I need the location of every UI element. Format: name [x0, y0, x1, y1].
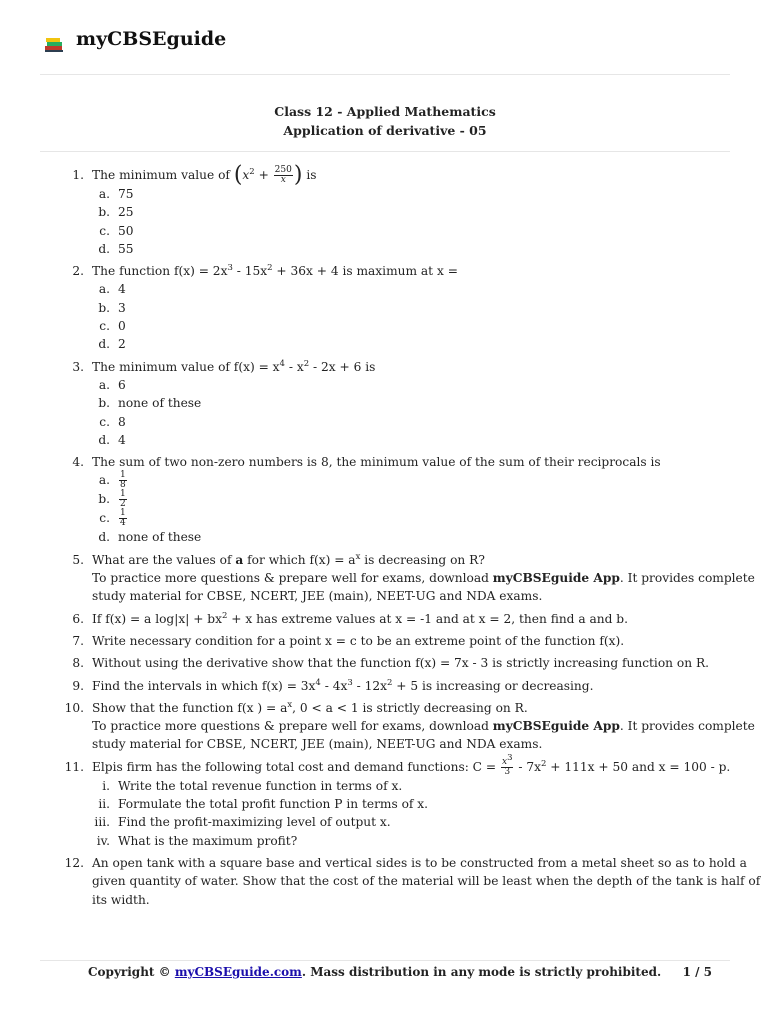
- page-number: 1 / 5: [682, 965, 712, 979]
- option: b. 25: [98, 205, 134, 220]
- document-title: Class 12 - Applied Mathematics: [274, 104, 496, 119]
- question-text: What are the values of a for which $f(x) = a^x$ is decreasing on R?: [92, 551, 485, 567]
- question-number: 9.: [72, 678, 84, 693]
- fraction: $\frac{1}{8}$: [120, 470, 126, 491]
- question-11: [0, 752, 768, 850]
- app-name: myCBSEguide App: [492, 719, 620, 734]
- sub-part: iii. Find the profit-maximizing level of output x.: [94, 815, 391, 830]
- question-text: The sum of two non-zero numbers is 8, the minimum value of the sum of their reciprocals is: [92, 455, 661, 470]
- question-number: 8.: [72, 656, 84, 671]
- option: c. $\frac{1}{4}$: [99, 508, 126, 529]
- question-7: [0, 632, 768, 650]
- option-list: [92, 280, 768, 353]
- question-text: Without using the derivative show that the function f(x) = 7x - 3 is strictly increasing function on R.: [92, 656, 710, 671]
- sub-part-list: [92, 777, 768, 850]
- option: a. 6: [98, 377, 126, 392]
- question-number: 2.: [72, 264, 84, 279]
- option-list: [92, 376, 768, 449]
- option: b. $\frac{1}{2}$: [98, 489, 126, 510]
- question-2: [0, 262, 768, 353]
- option: a. $\frac{1}{8}$: [98, 470, 126, 491]
- option: c. 0: [99, 319, 126, 334]
- option: d. 4: [98, 432, 126, 447]
- copyright-text: Copyright ©: [88, 965, 175, 979]
- sub-part: iv. What is the maximum profit?: [96, 833, 298, 848]
- option-list: [92, 471, 768, 546]
- option: b. none of these: [98, 396, 202, 411]
- option: d. 2: [98, 337, 126, 352]
- brand-name[interactable]: myCBSEguide: [76, 28, 227, 50]
- page-footer: [88, 965, 712, 979]
- question-text: The function $f(x) = 2x^3 - 15x^2 + 36x + 4$ is maximum at x =: [92, 263, 458, 279]
- question-number: 5.: [72, 552, 84, 567]
- question-number: 6.: [72, 611, 84, 626]
- question-text: Show that the function f(x ) = $a^x$, 0 < a < 1 is strictly decreasing on R.: [92, 699, 528, 715]
- document-subtitle: Application of derivative - 05: [283, 123, 487, 138]
- copyright-notice: . Mass distribution in any mode is strictly prohibited.: [301, 965, 662, 979]
- page-header: [40, 24, 730, 75]
- app-name: myCBSEguide App: [492, 571, 620, 586]
- option: c. 8: [99, 414, 126, 429]
- question-number: 10.: [64, 700, 84, 715]
- sub-part: i. Write the total revenue function in terms of x.: [102, 778, 403, 793]
- question-number: 4.: [72, 455, 84, 470]
- question-5: [0, 551, 768, 606]
- option: d. 55: [98, 241, 134, 256]
- question-number: 11.: [64, 759, 84, 774]
- question-number: 7.: [72, 633, 84, 648]
- question-text: Find the intervals in which $f(x) = 3x^4 - 4x^3 - 12x^2 + 5$ is increasing or decreasing.: [92, 677, 594, 693]
- option: a. 75: [98, 187, 134, 201]
- option: a. 4: [98, 282, 126, 297]
- question-text: If f(x) = a $\log|x| + bx^2 + x$ has extreme values at x = -1 and at x = 2, then find a and b.: [92, 610, 628, 626]
- footer-divider: [40, 960, 730, 961]
- question-number: 12.: [64, 855, 84, 870]
- question-8: [0, 654, 768, 672]
- promo-text: To practice more questions & prepare well for exams, download myCBSEguide App. It provides complete study material for CBSE, NCERT, JEE (main), NEET-UG and NDA exams.: [92, 571, 755, 604]
- question-10: [0, 699, 768, 754]
- question-12: [0, 854, 768, 909]
- question-3: [0, 358, 768, 449]
- promo-text: To practice more questions & prepare well for exams, download myCBSEguide App. It provides complete study material for CBSE, NCERT, JEE (main), NEET-UG and NDA exams.: [92, 719, 755, 752]
- question-list: [0, 162, 768, 913]
- fraction: $\frac{250}{x}$: [274, 165, 292, 185]
- option: d. none of these: [98, 530, 202, 545]
- question-6: [0, 610, 768, 628]
- question-4: [0, 453, 768, 547]
- site-link[interactable]: myCBSEguide.com: [174, 965, 302, 979]
- question-number: 3.: [72, 359, 84, 374]
- fraction: $\frac{1}{4}$: [120, 508, 126, 529]
- question-text: The minimum value of $f(x) = x^4 - x^2 - 2x + 6$ is: [92, 358, 376, 374]
- option: c. 50: [99, 223, 134, 238]
- question-text: An open tank with a square base and vertical sides is to be constructed from a metal sheet so as to hold a given quantity of water. Show that the cost of the material will be least when the depth of the tank is half of its width.: [92, 855, 761, 907]
- fraction: $\frac{x^3}{3}$: [501, 752, 513, 777]
- question-9: [0, 677, 768, 695]
- title-divider: [40, 151, 730, 152]
- option: b. 3: [98, 300, 126, 315]
- question-text: The minimum value of ($x^2$ + $\frac{250}{x}$ ) is: [92, 162, 317, 188]
- question-1: [0, 162, 768, 258]
- question-text: Elpis firm has the following total cost and demand functions: C = $\frac{x^3}{3}$ - $7x^2 + 111x + 50$ and x = 100 - p.: [92, 752, 731, 777]
- option-list: [92, 185, 768, 258]
- book-stack-icon: [42, 32, 66, 56]
- question-number: 1.: [72, 168, 84, 182]
- sub-part: ii. Formulate the total profit function P in terms of x.: [98, 797, 429, 812]
- document-titles: [40, 102, 730, 140]
- question-text: Write necessary condition for a point x = c to be an extreme point of the function f(x).: [92, 633, 625, 648]
- fraction: $\frac{1}{2}$: [120, 489, 126, 510]
